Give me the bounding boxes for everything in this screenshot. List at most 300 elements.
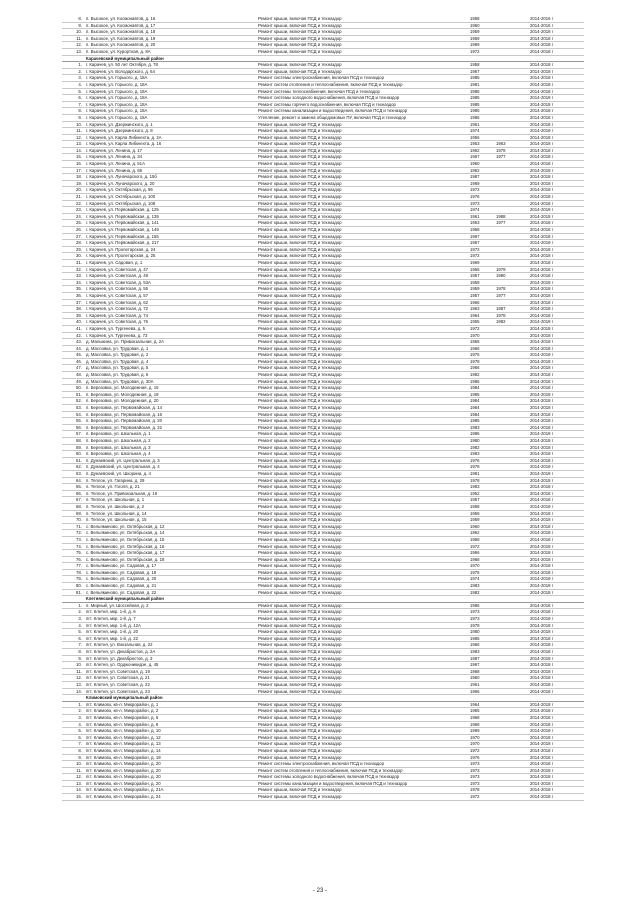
- address-cell: д. Масловка, ул. Трудовая, д. 2: [86, 352, 149, 358]
- table-row: [62, 629, 584, 636]
- period-cell: 2014-2018 г: [530, 589, 554, 595]
- table-row: [62, 385, 584, 392]
- work-type-cell: Ремонт крыши, включая ПСД и техназдор: [258, 411, 342, 417]
- row-number: 73.: [76, 536, 82, 542]
- period-cell: 2014-2018 г: [530, 424, 554, 430]
- table-row: [62, 339, 584, 346]
- work-type-cell: Ремонт крыши, включая ПСД и техназдор: [258, 121, 342, 127]
- work-type-cell: Ремонт крыши, включая ПСД и техназдор: [258, 457, 342, 463]
- address-cell: г. Карачев, ул. Луначарского, д. 15б: [86, 174, 157, 180]
- work-type-cell: Ремонт крыши, включая ПСД и техназдор: [258, 431, 342, 437]
- work-type-cell: Ремонт крыши, включая ПСД и техназдор: [258, 787, 342, 793]
- table-row: [62, 240, 584, 247]
- period-cell: 2014-2018 г: [530, 609, 554, 615]
- address-cell: пгт. Климово, кв-л. Микрорайон, д. 1: [86, 701, 159, 707]
- work-type-cell: Ремонт крыши, включая ПСД и техназдор: [258, 728, 342, 734]
- table-row: [62, 748, 584, 755]
- row-number: 26.: [76, 227, 82, 232]
- row-number: 10.: [76, 29, 82, 35]
- address-cell: г. Карачев, ул. Октябрьская, д. 100: [86, 194, 156, 200]
- row-number: 58.: [76, 438, 82, 443]
- table-row: [62, 333, 584, 340]
- build-year-cell: 1975: [470, 569, 480, 575]
- work-type-cell: Ремонт крыши, включая ПСД и техназдор: [258, 286, 342, 292]
- work-type-cell: Ремонт крыши, включая ПСД и техназдор: [258, 708, 342, 714]
- work-type-cell: Ремонт крыши, включая ПСД и техназдор: [258, 378, 342, 384]
- work-type-cell: Ремонт системы холодного водоснабжения, включая ПСД и техназдор: [258, 95, 400, 101]
- build-year-cell: 1981: [470, 81, 480, 87]
- row-number: 2.: [78, 708, 82, 714]
- build-year-cell: 1967: [470, 68, 480, 74]
- build-year-cell: 1985: [470, 391, 480, 397]
- address-cell: г. Карачев, ул. Тургенева, д. 5: [86, 325, 146, 331]
- work-type-cell: Ремонт систем отопления и теплоснабжения, включая ПСД и техназдор: [258, 81, 403, 87]
- address-cell: г. Карачев, ул. Горького, д. 18А: [86, 101, 148, 107]
- build-year-cell: 1957: [470, 292, 480, 298]
- work-type-cell: Ремонт крыши, включая ПСД и техназдор: [258, 418, 342, 424]
- row-number: 14.: [76, 688, 82, 694]
- period-cell: 2014-2018 г: [530, 708, 554, 714]
- period-cell: 2014-2018 г: [530, 372, 554, 378]
- table-row: [62, 398, 584, 405]
- build-year-cell: 1972: [470, 187, 480, 193]
- repair-schedule-table: [62, 16, 584, 801]
- address-cell: г. Карачев, ул. Первомайская, д. 217: [86, 240, 159, 246]
- work-type-cell: Ремонт крыши, включая ПСД и техназдор: [258, 187, 342, 193]
- table-row: [62, 741, 584, 748]
- period-cell: 2014-2018 г: [530, 616, 554, 622]
- row-number: 4.: [78, 622, 82, 628]
- address-cell: с. Вельяминово, ул. Октябрьская, д. 17: [86, 550, 165, 556]
- address-cell: пгт. Климово, кв-л. Микрорайон, д. 12: [86, 734, 161, 740]
- work-type-cell: Ремонт системы холодного водоснабжения, включая ПСД и техназдор: [258, 774, 400, 780]
- period-cell: 2014-2018 г: [530, 325, 554, 331]
- build-year-cell: 1963: [470, 306, 480, 312]
- period-cell: 2014-2018 г: [530, 451, 554, 457]
- table-row: [62, 359, 584, 366]
- build-year-cell: 1956: [470, 134, 480, 140]
- address-cell: г. Карачев, ул. Горького, д. 18А: [86, 75, 148, 81]
- build-year-cell: 1987: [470, 655, 480, 661]
- build-year-cell: 1966: [470, 550, 480, 556]
- row-number: 29.: [76, 246, 82, 252]
- work-type-cell: Ремонт крыши, включая ПСД и техназдор: [258, 741, 342, 747]
- row-number: 5.: [78, 728, 82, 734]
- table-row: [62, 425, 584, 432]
- work-type-cell: Ремонт крыши, включая ПСД и техназдор: [258, 154, 342, 160]
- period-cell: 2014-2018 г: [530, 444, 554, 450]
- table-row: [62, 603, 584, 610]
- address-cell: д. Масловка, ул. Трудовая, д. 5: [86, 365, 149, 371]
- table-row: [62, 590, 584, 597]
- work-type-cell: Ремонт крыши, включая ПСД и техназдор: [258, 444, 342, 450]
- work-type-cell: Ремонт крыши, включая ПСД и техназдор: [258, 609, 342, 615]
- work-type-cell: Ремонт системы электроснабжения, включая ПСД и техназдор: [258, 75, 384, 81]
- build-year-cell: 1972: [470, 253, 480, 259]
- table-row: [62, 161, 584, 168]
- table-row: [62, 273, 584, 280]
- period-cell: 2014-2018 г: [530, 490, 554, 496]
- row-number: 5.: [78, 629, 82, 635]
- build-year-cell: 1970: [470, 332, 480, 338]
- build-year-cell: 1984: [470, 385, 480, 391]
- period-cell: 2014-2018 г: [530, 398, 554, 404]
- build-year-cell: 1966: [470, 345, 480, 351]
- work-type-cell: Ремонт крыши, включая ПСД и техназдор: [258, 213, 342, 219]
- address-cell: г. Карачев, ул. Ленина, д. 17: [86, 147, 143, 153]
- row-number: 1.: [78, 701, 82, 707]
- table-row: [62, 69, 584, 76]
- row-number: 41.: [76, 325, 82, 331]
- address-cell: г. Карачев, ул. Горького, д. 18А: [86, 95, 148, 101]
- address-cell: пгт. Клетня, ул. Советская, д. 22: [86, 681, 150, 687]
- second-year-cell: 1980: [496, 273, 506, 279]
- table-row: [62, 122, 584, 129]
- period-cell: 2014-2018 г: [530, 517, 554, 523]
- row-number: 12.: [76, 134, 82, 140]
- build-year-cell: 1978: [470, 464, 480, 470]
- row-number: 5.: [78, 88, 82, 94]
- row-number: 51.: [76, 391, 82, 397]
- build-year-cell: 1985: [470, 88, 480, 94]
- address-cell: п. Высокое, ул. Космонавтов, д. 17: [86, 22, 156, 28]
- table-row: [62, 583, 584, 590]
- build-year-cell: 1983: [470, 583, 480, 589]
- period-cell: 2014-2018 г: [530, 662, 554, 668]
- table-row: [62, 544, 584, 551]
- period-cell: 2014-2018 г: [530, 68, 554, 74]
- period-cell: 2014-2018 г: [530, 681, 554, 687]
- period-cell: 2014-2018 г: [530, 259, 554, 265]
- table-row: [62, 214, 584, 221]
- period-cell: 2014-2018 г: [530, 484, 554, 490]
- table-row: [62, 478, 584, 485]
- work-type-cell: Ремонт крыши, включая ПСД и техназдор: [258, 681, 342, 687]
- work-type-cell: Ремонт крыши, включая ПСД и техназдор: [258, 299, 342, 305]
- build-year-cell: 1965: [470, 339, 480, 345]
- row-number: 31.: [76, 259, 82, 265]
- row-number: 4.: [78, 81, 82, 87]
- work-type-cell: Ремонт крыши, включая ПСД и техназдор: [258, 602, 342, 608]
- row-number: 54.: [76, 411, 82, 417]
- build-year-cell: 1978: [470, 787, 480, 793]
- row-number: 8.: [78, 16, 82, 21]
- row-number: 13.: [76, 681, 82, 687]
- work-type-cell: Ремонт крыши, включая ПСД и техназдор: [258, 312, 342, 318]
- build-year-cell: 1966: [470, 365, 480, 371]
- work-type-cell: Ремонт крыши, включая ПСД и техназдор: [258, 259, 342, 265]
- period-cell: 2014-2018 г: [530, 194, 554, 200]
- build-year-cell: 1967: [470, 233, 480, 239]
- build-year-cell: 1967: [470, 662, 480, 668]
- work-type-cell: Ремонт крыши, включая ПСД и техназдор: [258, 227, 342, 232]
- work-type-cell: Ремонт крыши, включая ПСД и техназдор: [258, 451, 342, 457]
- work-type-cell: Ремонт крыши, включая ПСД и техназдор: [258, 332, 342, 338]
- work-type-cell: Ремонт системы электроснабжения, включая ПСД и техназдор: [258, 761, 384, 767]
- build-year-cell: 1968: [470, 556, 480, 562]
- work-type-cell: Ремонт крыши, включая ПСД и техназдор: [258, 194, 342, 200]
- row-number: 17.: [76, 167, 82, 173]
- table-row: [62, 306, 584, 313]
- row-number: 3.: [78, 714, 82, 720]
- table-row: [62, 451, 584, 458]
- build-year-cell: 1973: [470, 767, 480, 773]
- row-number: 12.: [76, 774, 82, 780]
- row-number: 24.: [76, 213, 82, 219]
- period-cell: 2014-2018 г: [530, 405, 554, 411]
- address-cell: п. Теплое, ул. Гагарина, д. 29: [86, 477, 145, 483]
- table-row: [62, 761, 584, 768]
- table-row: [62, 662, 584, 669]
- period-cell: 2014-2018 г: [530, 583, 554, 589]
- table-row: [62, 379, 584, 386]
- period-cell: 2014-2018 г: [530, 523, 554, 529]
- row-number: 4.: [78, 721, 82, 727]
- address-cell: п. Теплое, ул. Гоголя, д. 21: [86, 484, 140, 490]
- build-year-cell: 1974: [470, 207, 480, 213]
- address-cell: с. Вельяминово, ул. Октябрьская, д. 18: [86, 556, 165, 562]
- work-type-cell: Ремонт крыши, включая ПСД и техназдор: [258, 503, 342, 509]
- row-number: 46.: [76, 358, 82, 364]
- work-type-cell: Ремонт крыши, включая ПСД и техназдор: [258, 42, 342, 48]
- address-cell: п. Теплое, ул. Школьная, д. 15: [86, 517, 147, 523]
- row-number: 64.: [76, 477, 82, 483]
- row-number: 66.: [76, 490, 82, 496]
- address-cell: Климовский муниципальный район: [86, 695, 163, 701]
- period-cell: 2014-2018 г: [530, 418, 554, 424]
- period-cell: 2014-2018 г: [530, 767, 554, 773]
- address-cell: пгт. Климово, кв-л. Микрорайон, д. 10: [86, 728, 161, 734]
- period-cell: 2014-2018 г: [530, 438, 554, 443]
- address-cell: п. Высокое, ул. Космонавтов, д. 16: [86, 16, 156, 21]
- build-year-cell: 1976: [470, 754, 480, 760]
- period-cell: 2014-2018 г: [530, 622, 554, 628]
- build-year-cell: 1983: [470, 424, 480, 430]
- table-row: [62, 735, 584, 742]
- build-year-cell: 1972: [470, 246, 480, 252]
- period-cell: 2014-2018 г: [530, 530, 554, 536]
- table-row: [62, 392, 584, 399]
- address-cell: г. Карачев, ул. Первомайская, д. 125: [86, 207, 159, 213]
- build-year-cell: 1974: [470, 128, 480, 134]
- row-number: 21.: [76, 194, 82, 200]
- build-year-cell: 1984: [470, 411, 480, 417]
- row-number: 30.: [76, 253, 82, 259]
- work-type-cell: Ремонт крыши, включая ПСД и техназдор: [258, 141, 342, 147]
- work-type-cell: Ремонт крыши, включая ПСД и техназдор: [258, 279, 342, 285]
- work-type-cell: Ремонт крыши, включая ПСД и техназдор: [258, 174, 342, 180]
- period-cell: 2014-2018 г: [530, 457, 554, 463]
- address-cell: п. Теплое, ул. Школьная, д. 1: [86, 497, 145, 503]
- row-number: 43.: [76, 339, 82, 345]
- period-cell: 2014-2018 г: [530, 536, 554, 542]
- build-year-cell: 1970: [470, 741, 480, 747]
- table-row: [62, 787, 584, 794]
- address-cell: пгт. Клетня, ул. Вокзальная, д. 22: [86, 642, 153, 648]
- row-number: 11.: [76, 767, 82, 773]
- row-number: 2.: [78, 609, 82, 615]
- row-number: 6.: [78, 95, 82, 101]
- address-cell: г. Карачев, ул. Ленина, д. 58: [86, 167, 143, 173]
- work-type-cell: Ремонт крыши, включая ПСД и техназдор: [258, 721, 342, 727]
- work-type-cell: Ремонт крыши, включая ПСД и техназдор: [258, 167, 342, 173]
- table-row: [62, 75, 584, 82]
- row-number: 12.: [76, 675, 82, 681]
- work-type-cell: Ремонт крыши, включая ПСД и техназдор: [258, 583, 342, 589]
- address-cell: п. Дунаевский, ул. Центральная, д. 4: [86, 464, 160, 470]
- table-row: [62, 220, 584, 227]
- work-type-cell: Ремонт крыши, включая ПСД и техназдор: [258, 642, 342, 648]
- build-year-cell: 1960: [470, 161, 480, 167]
- second-year-cell: 1982: [496, 319, 506, 325]
- address-cell: п. Теплое, ул. Школьная, д. 14: [86, 510, 147, 516]
- table-row: [62, 174, 584, 181]
- row-number: 79.: [76, 576, 82, 582]
- period-cell: 2014-2018 г: [530, 167, 554, 173]
- table-row: [62, 135, 584, 142]
- row-number: 8.: [78, 747, 82, 753]
- work-type-cell: Ремонт крыши, включая ПСД и техназдор: [258, 563, 342, 569]
- table-row: [62, 497, 584, 504]
- period-cell: 2014-2018 г: [530, 358, 554, 364]
- row-number: 45.: [76, 352, 82, 358]
- table-row: [62, 89, 584, 96]
- build-year-cell: 1965: [470, 708, 480, 714]
- second-year-cell: 1977: [496, 220, 506, 226]
- table-row: [62, 326, 584, 333]
- build-year-cell: 1960: [470, 675, 480, 681]
- table-row: [62, 702, 584, 709]
- table-row: [62, 49, 584, 56]
- table-row: [62, 16, 584, 23]
- work-type-cell: Ремонт крыши, включая ПСД и техназдор: [258, 266, 342, 272]
- address-cell: п. Мирный, ул. Шоссейная, д. 2: [86, 602, 149, 608]
- build-year-cell: 1985: [470, 101, 480, 107]
- build-year-cell: 1972: [470, 543, 480, 549]
- table-row: [62, 36, 584, 43]
- table-row: [62, 418, 584, 425]
- row-number: 12.: [76, 42, 82, 48]
- address-cell: с. Вельяминово, ул. Октябрьская, д. 14: [86, 530, 165, 536]
- build-year-cell: 1959: [470, 35, 480, 41]
- table-row: [62, 42, 584, 49]
- work-type-cell: Ремонт крыши, включая ПСД и техназдор: [258, 688, 342, 694]
- build-year-cell: 1959: [470, 29, 480, 35]
- address-cell: г. Карачев, ул. Карла Либкнехта, д. 16: [86, 141, 162, 147]
- table-row: [62, 293, 584, 300]
- work-type-cell: Ремонт крыши, включая ПСД и техназдор: [258, 510, 342, 516]
- address-cell: г. Карачев, ул. Пролетарская, д. 24: [86, 246, 156, 252]
- build-year-cell: 1953: [470, 141, 480, 147]
- table-row: [62, 365, 584, 372]
- period-cell: 2014-2018 г: [530, 200, 554, 206]
- build-year-cell: 1985: [470, 602, 480, 608]
- address-cell: г. Карачев, ул. Ленина, д. 51А: [86, 161, 145, 167]
- row-number: 23.: [76, 207, 82, 213]
- address-cell: пгт. Климово, кв-л. Микрорайон, д. 21А: [86, 787, 164, 793]
- table-row: [62, 656, 584, 663]
- period-cell: 2014-2018 г: [530, 147, 554, 153]
- row-number: 48.: [76, 372, 82, 378]
- period-cell: 2014-2016 г: [530, 16, 554, 21]
- row-number: 18.: [76, 174, 82, 180]
- table-row: [62, 23, 584, 30]
- work-type-cell: Ремонт крыши, включая ПСД и техназдор: [258, 68, 342, 74]
- table-row: [62, 29, 584, 36]
- table-row: [62, 669, 584, 676]
- build-year-cell: 1970: [470, 563, 480, 569]
- build-year-cell: 1981: [470, 470, 480, 476]
- address-cell: г. Карачев, ул. Дзержинского, д. 8: [86, 128, 153, 134]
- work-type-cell: Ремонт крыши, включая ПСД и техназдор: [258, 220, 342, 226]
- address-cell: пгт. Климово, кв-л. Микрорайон, д. 20: [86, 767, 161, 773]
- table-row: [62, 352, 584, 359]
- work-type-cell: Ремонт крыши, включая ПСД и техназдор: [258, 147, 342, 153]
- period-cell: 2014-2018 г: [530, 227, 554, 232]
- row-number: 36.: [76, 292, 82, 298]
- build-year-cell: 1984: [470, 398, 480, 404]
- period-cell: 2014-2018 г: [530, 42, 554, 48]
- row-number: 20.: [76, 187, 82, 193]
- build-year-cell: 1962: [470, 167, 480, 173]
- address-cell: пгт. Клетня, ул. Советская, д. 21: [86, 675, 150, 681]
- build-year-cell: 1962: [470, 530, 480, 536]
- period-cell: 2014-2018 г: [530, 734, 554, 740]
- build-year-cell: 1966: [470, 642, 480, 648]
- row-number: 39.: [76, 312, 82, 318]
- row-number: 76.: [76, 556, 82, 562]
- table-row: [62, 550, 584, 557]
- period-cell: 2014-2018 г: [530, 747, 554, 753]
- period-cell: 2014-2018 г: [530, 701, 554, 707]
- second-year-cell: 1978: [496, 147, 506, 153]
- address-cell: п. Березовка, ул. Молодежная, д. 18: [86, 391, 159, 397]
- period-cell: 2014-2018 г: [530, 576, 554, 582]
- build-year-cell: 1957: [470, 497, 480, 503]
- build-year-cell: 1958: [470, 16, 480, 21]
- row-number: 59.: [76, 444, 82, 450]
- build-year-cell: 1973: [470, 780, 480, 786]
- work-type-cell: Ремонт крыши, включая ПСД и техназдор: [258, 292, 342, 298]
- work-type-cell: Ремонт крыши, включая ПСД и техназдор: [258, 569, 342, 575]
- row-number: 9.: [78, 655, 82, 661]
- build-year-cell: 1973: [470, 761, 480, 767]
- second-year-cell: 1988: [496, 213, 506, 219]
- work-type-cell: Ремонт системы горячего водоснабжения, включая ПСД и техназдор: [258, 101, 396, 107]
- address-cell: п. Березовка, ул. Школьная, д. 1: [86, 431, 151, 437]
- period-cell: 2014-2018 г: [530, 378, 554, 384]
- address-cell: г. Карачев, ул. Тургенева, д. 73: [86, 332, 148, 338]
- table-row: [62, 227, 584, 234]
- address-cell: с. Вельяминово, ул. Садовая, д. 20: [86, 576, 157, 582]
- address-cell: д. Масловка, ул. Трудовая, д. 30А: [86, 378, 154, 384]
- work-type-cell: Ремонт крыши, включая ПСД и техназдор: [258, 576, 342, 582]
- build-year-cell: 1961: [470, 681, 480, 687]
- work-type-cell: Ремонт крыши, включая ПСД и техназдор: [258, 477, 342, 483]
- work-type-cell: Ремонт крыши, включая ПСД и техназдор: [258, 668, 342, 674]
- table-row: [62, 372, 584, 379]
- build-year-cell: 1976: [470, 457, 480, 463]
- work-type-cell: Ремонт крыши, включая ПСД и техназдор: [258, 391, 342, 397]
- period-cell: 2014-2018 г: [530, 141, 554, 147]
- period-cell: 2014-2018 г: [530, 741, 554, 747]
- address-cell: д. Малыкина, ул. Привокзальная, д. 2А: [86, 339, 165, 345]
- table-row: [62, 563, 584, 570]
- period-cell: 2014-2018 г: [530, 332, 554, 338]
- address-cell: г. Карачев, ул. Дзержинского, д. 1: [86, 121, 153, 127]
- table-row: [62, 412, 584, 419]
- period-cell: 2014-2018 г: [530, 273, 554, 279]
